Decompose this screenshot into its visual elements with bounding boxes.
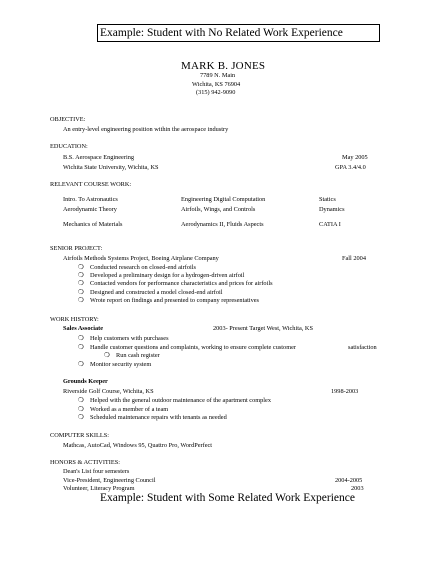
course-item: Mechanics of Materials (63, 221, 123, 228)
honors-date: 2003 (351, 485, 364, 492)
project-title: Airfoils Methods Systems Project, Boeing Airplane Company (63, 255, 219, 262)
objective-text: An entry-level engineering position within the aerospace industry (63, 126, 229, 133)
project-bullet-text: Wrote report on findings and presented to company representatives (90, 297, 260, 304)
job-bullet-text: Run cash register (116, 352, 160, 359)
course-item: Statics (319, 196, 336, 203)
course-item: Engineering Digital Computation (181, 196, 266, 203)
education-gpa: GPA 3.4/4.0 (335, 164, 366, 171)
project-bullet-text: Contacted vendors for performance characteristics and prices for airfoils (90, 280, 273, 287)
bullet-icon: ❍ (78, 280, 84, 287)
job-bullet-text: Monitor security system (90, 361, 152, 368)
course-item: Aerodynamic Theory (63, 206, 117, 213)
bullet-icon: ❍ (78, 414, 84, 421)
skills-text: Mathcas, AutoCad, Windows 95, Quattro Pro, WordPerfect (63, 442, 213, 449)
honors-item: Volunteer, Literacy Program (63, 485, 135, 492)
bullet-icon: ❍ (78, 264, 84, 271)
course-item: Intro. To Astronautics (63, 196, 118, 203)
education-school: Wichita State University, Wichita, KS (63, 164, 159, 171)
course-item: Aerodynamics II, Fluids Aspects (181, 221, 264, 228)
bullet-icon: ❍ (78, 297, 84, 304)
course-item: Airfoils, Wings, and Controls (181, 206, 256, 213)
candidate-name: MARK B. JONES (181, 60, 266, 72)
job-place: Riverside Golf Course, Wichita, KS (63, 388, 154, 395)
project-bullet-text: Designed and constructed a model closed-end airfoil (90, 289, 223, 296)
job-title: Sales Associate (63, 325, 104, 332)
bullet-icon: ❍ (78, 397, 84, 404)
bullet-icon: ❍ (78, 344, 84, 351)
education-heading: EDUCATION: (50, 143, 88, 150)
city-line: Wichita, KS 76904 (192, 81, 241, 88)
project-heading: SENIOR PROJECT: (50, 245, 103, 252)
job-bullet-text: Handle customer questions and complaints, working to ensure complete customer (90, 344, 296, 351)
objective-heading: OBJECTIVE: (50, 116, 86, 123)
job-bullet-text: Help customers with purchases (90, 335, 169, 342)
project-bullet-text: Conducted research on closed-end airfoils (90, 264, 196, 271)
project-date: Fall 2004 (342, 255, 366, 262)
project-bullet-text: Developed a preliminary design for a hydrogen-driven airfoil (90, 272, 245, 279)
honors-item: Dean's List four semesters (63, 468, 130, 475)
honors-heading: HONORS & ACTIVITIES: (50, 459, 120, 466)
bullet-icon: ❍ (78, 361, 84, 368)
address-line: 7789 N. Main (200, 72, 236, 79)
honors-date: 2004-2005 (335, 477, 363, 484)
example-heading-bottom: Example: Student with Some Related Work Experience (100, 492, 355, 504)
bullet-icon: ❍ (104, 352, 110, 359)
job-dates-place: 2003- Present Target West, Wichita, KS (213, 325, 313, 332)
job-dates: 1998-2003 (331, 388, 359, 395)
education-degree: B.S. Aerospace Engineering (63, 154, 134, 161)
education-date: May 2005 (342, 154, 368, 161)
job-bullet-text: Worked as a member of a team (90, 406, 169, 413)
bullet-icon: ❍ (78, 335, 84, 342)
bullet-icon: ❍ (78, 272, 84, 279)
job-bullet-text: Helped with the general outdoor maintenance of the apartment complex (90, 397, 271, 404)
course-item: CATIA I (319, 221, 341, 228)
job-title: Grounds Keeper (63, 378, 108, 385)
honors-item: Vice-President, Engineering Council (63, 477, 156, 484)
phone-line: (315) 942-9090 (196, 89, 236, 96)
job-bullet-text: satisfaction (348, 344, 377, 351)
job-bullet-text: Scheduled maintenance repairs with tenants as needed (90, 414, 227, 421)
example-heading-box: Example: Student with No Related Work Experience (97, 24, 380, 42)
bullet-icon: ❍ (78, 289, 84, 296)
work-heading: WORK HISTORY: (50, 316, 99, 323)
skills-heading: COMPUTER SKILLS: (50, 432, 109, 439)
coursework-heading: RELEVANT COURSE WORK: (50, 181, 132, 188)
course-item: Dynamics (319, 206, 345, 213)
bullet-icon: ❍ (78, 406, 84, 413)
